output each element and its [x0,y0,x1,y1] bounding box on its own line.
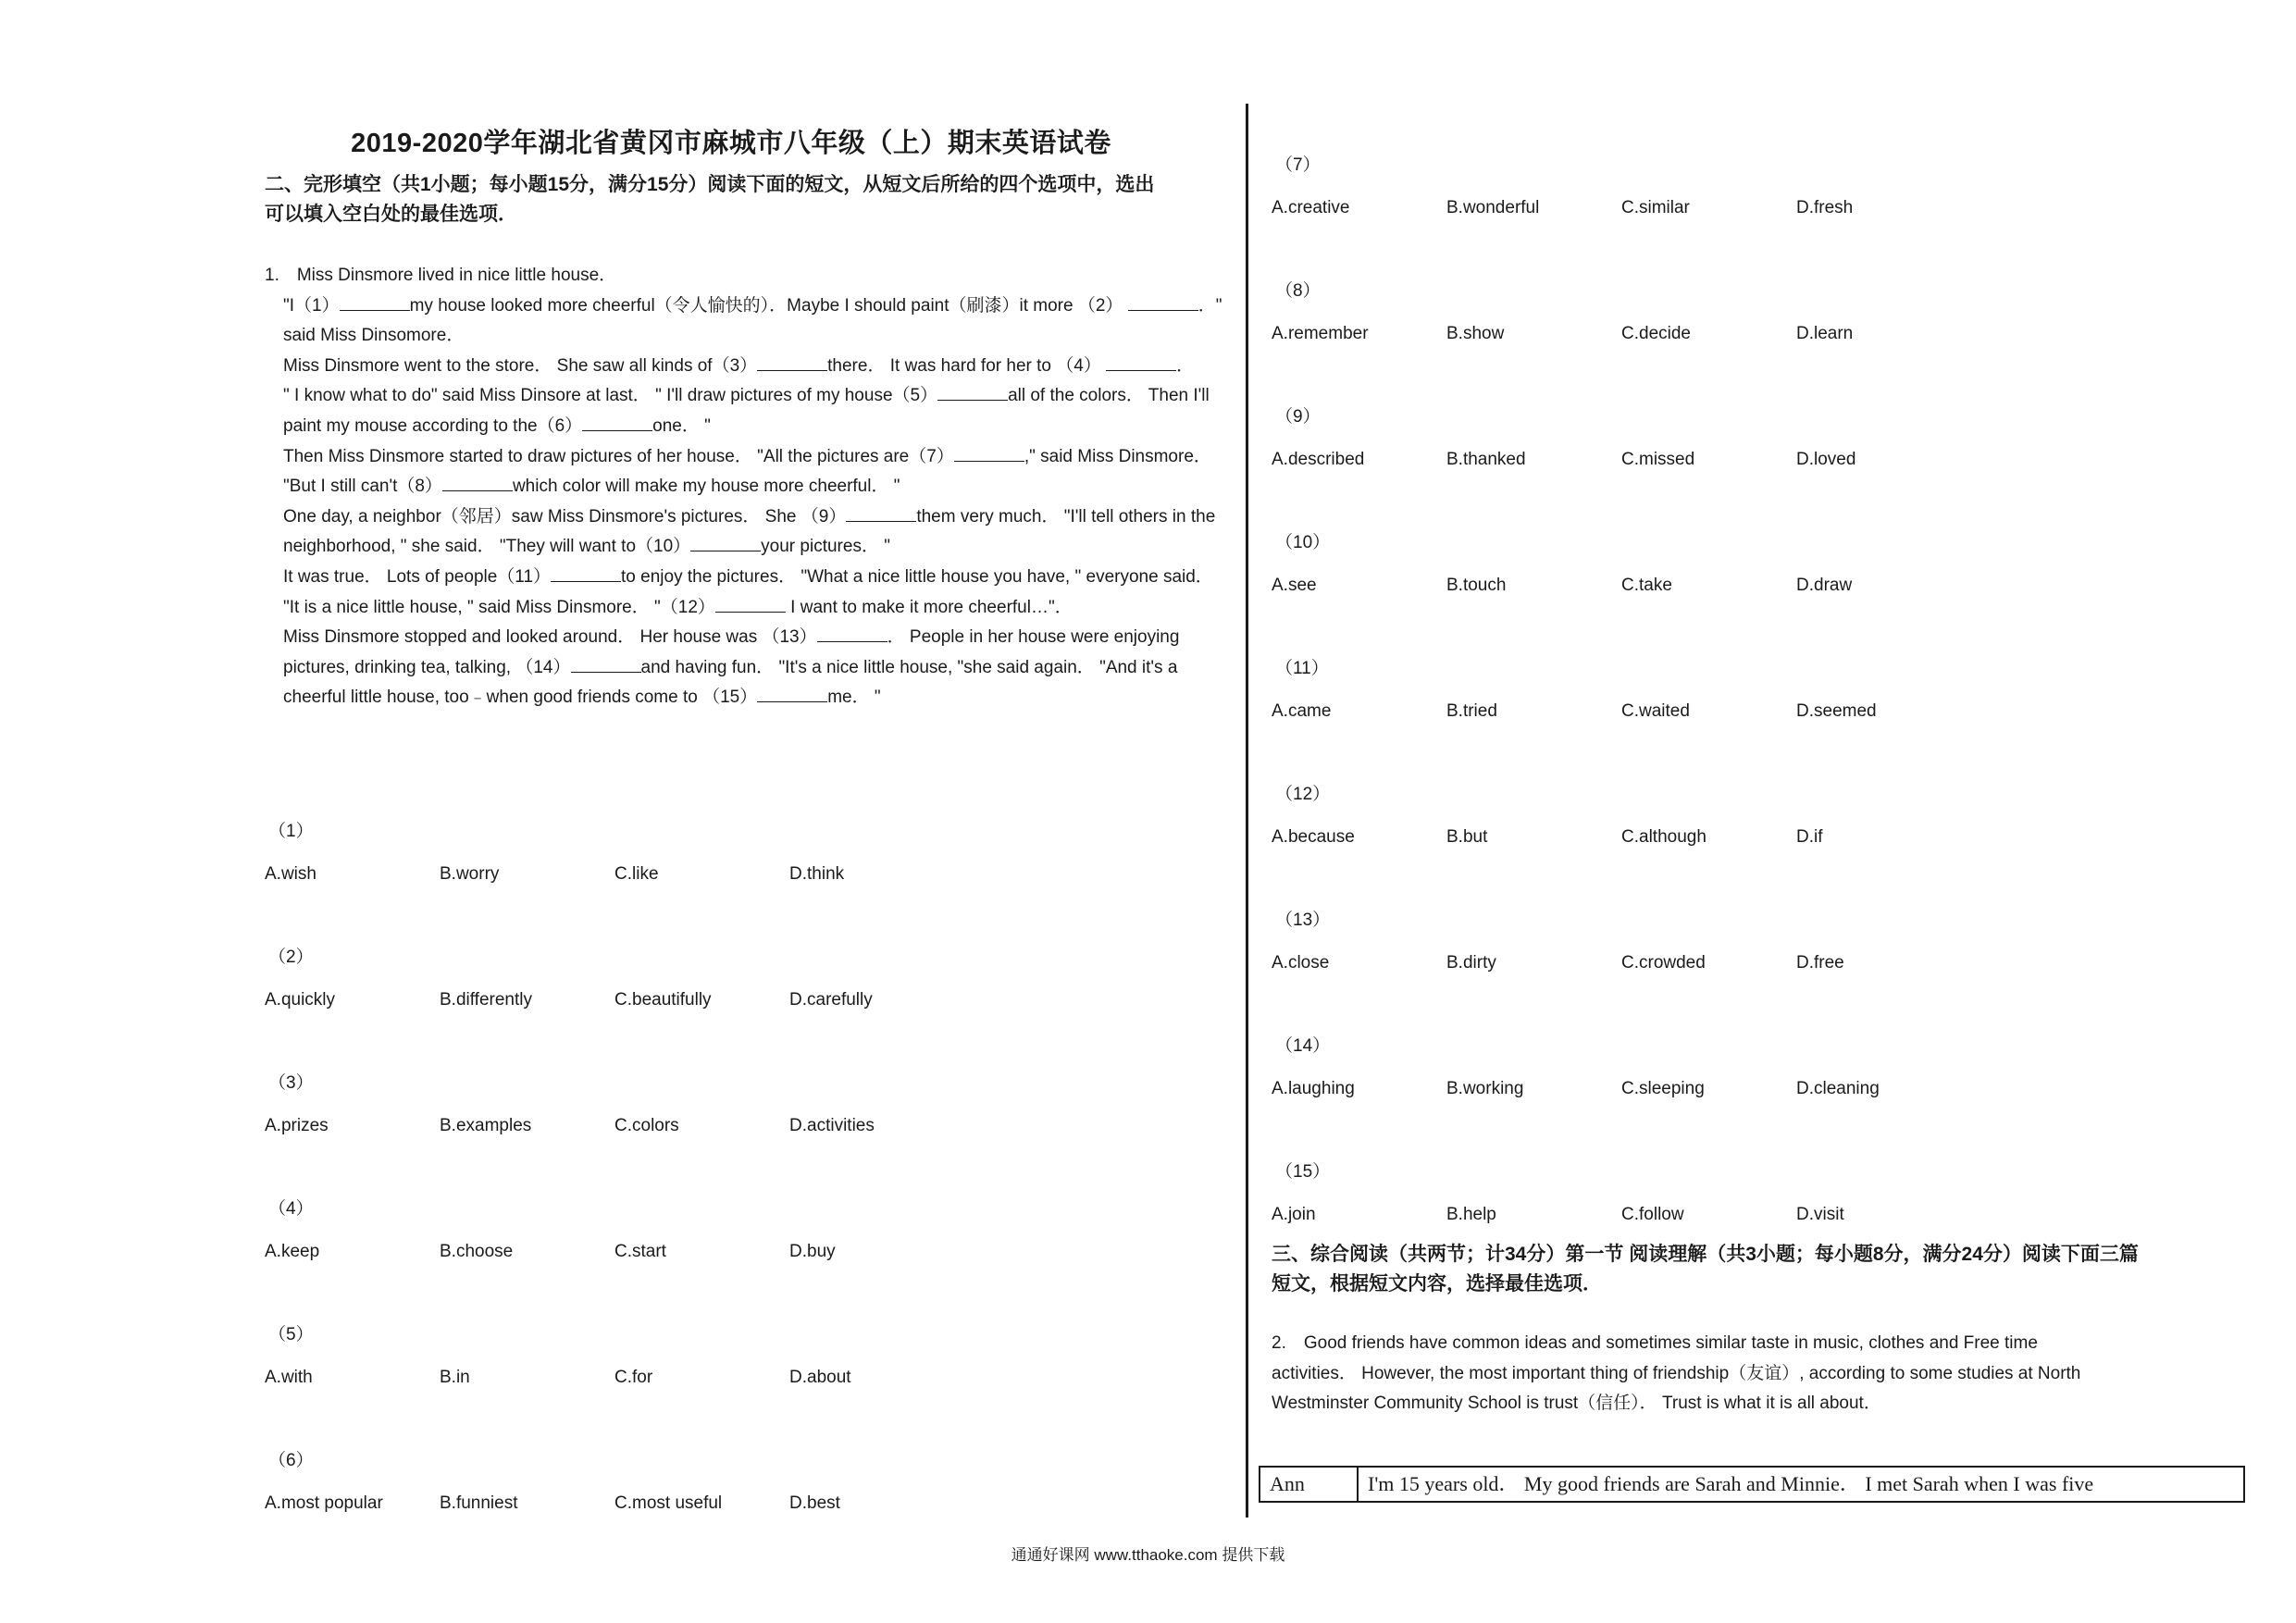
question-number: （8） [1275,281,1321,301]
option-c: C.missed [1621,450,1695,469]
question-2 [265,944,964,1014]
option-b: B.but [1446,827,1488,847]
option-a: A.join [1272,1205,1316,1224]
question-14 [1272,1033,1971,1103]
option-d: D.about [789,1368,851,1387]
option-row [1272,320,1971,348]
option-row [265,1112,964,1140]
option-d: D.if [1796,827,1823,847]
passage-line: activities． However, the most important thing of friendship（友谊）, according to some studies at North [1272,1363,2081,1383]
option-row [1272,446,1971,474]
option-b: B.working [1446,1079,1524,1098]
question-number: （11） [1275,659,1329,678]
option-d: D.activities [789,1116,875,1135]
blank-10 [690,534,761,551]
question-6 [265,1447,964,1518]
question-number: （10） [1275,533,1331,552]
option-a: A.close [1272,953,1330,973]
blank-11 [551,564,621,582]
question-number: （1） [268,822,314,841]
section-3-heading-line1: 三、综合阅读（共两节；计34分）第一节 阅读理解（共3小题；每小题8分，满分24分）阅读下面三篇 [1272,1244,2139,1265]
option-d: D.seemed [1796,701,1877,721]
option-a: A.see [1272,576,1317,595]
section-2-heading [265,170,1154,229]
option-d: D.free [1796,953,1844,973]
blank-5 [937,383,1008,401]
question-number: （3） [268,1073,314,1093]
option-row [1272,824,1971,851]
table-cell-name: Ann [1260,1468,1359,1501]
option-a: A.creative [1272,198,1350,217]
option-c: C.waited [1621,701,1690,721]
blank-6 [582,414,652,431]
option-d: D.cleaning [1796,1079,1880,1098]
option-d: D.buy [789,1242,836,1261]
question-4 [265,1196,964,1266]
question-number: （14） [1275,1036,1331,1056]
option-b: B.wonderful [1446,198,1540,217]
option-a: A.quickly [265,990,336,1010]
option-row [265,1364,964,1392]
option-a: A.remember [1272,324,1369,343]
option-b: B.touch [1446,576,1507,595]
option-c: C.similar [1621,198,1690,217]
question-number: （15） [1275,1162,1331,1182]
passage-paragraph: One day, a neighbor（邻居）saw Miss Dinsmore's pictures． She （9） them very much． "I'll tell others in the neighborhood, " she said． "They will want to（10） your pictures． " [265,502,1233,563]
option-b: B.differently [440,990,532,1010]
question-5 [265,1321,964,1392]
option-a: A.came [1272,701,1332,721]
question-3 [265,1070,964,1140]
option-b: B.show [1446,324,1505,343]
question-number: （9） [1275,407,1321,427]
question-12 [1272,781,1971,851]
option-row [265,986,964,1014]
blank-4 [1106,353,1176,371]
section-2-heading-line2: 可以填入空白处的最佳选项． [265,204,517,225]
column-divider [1246,104,1248,1518]
option-c: C.beautifully [614,990,712,1010]
option-d: D.loved [1796,450,1856,469]
option-a: A.because [1272,827,1355,847]
passage-paragraph: Miss Dinsmore stopped and looked around． Her house was （13） ． People in her house were enjoying pictures, drinking tea, talking, （14） and having fun． "It's a nice little house, "she said again． "And it's a cheerful little house, too﹣when good friends come to （15） me． " [265,623,1233,713]
option-row [1272,1201,1971,1229]
passage-line: Westminster Community School is trust（信任）． Trust is what it is all about． [1272,1394,1881,1414]
option-d: D.visit [1796,1205,1844,1224]
question-number: （5） [268,1325,314,1344]
option-c: C.for [614,1368,653,1387]
option-a: A.with [265,1368,313,1387]
blank-15 [757,685,827,702]
option-a: A.most popular [265,1493,383,1513]
question-number: （12） [1275,785,1331,804]
question-number: （6） [268,1451,314,1470]
passage-paragraph: " I know what to do" said Miss Dinsore at last． " I'll draw pictures of my house（5） all of the colors． Then I'll paint my mouse according to the（6） one． " [265,381,1233,441]
question-10 [1272,529,1971,600]
blank-14 [571,655,641,673]
question-number: （2） [268,948,314,967]
passage-paragraph: "It is a nice little house, " said Miss Dinsmore． "（12） I want to make it more cheerful…"． [265,593,1233,624]
option-b: B.funniest [440,1493,518,1513]
option-c: C.decide [1621,324,1691,343]
section-3-heading [1272,1240,2139,1299]
option-d: D.fresh [1796,198,1854,217]
option-c: C.start [614,1242,666,1261]
passage-paragraph: Miss Dinsmore went to the store． She saw all kinds of（3） there． It was hard for her to （4） ． [265,352,1233,382]
cloze-passage [265,261,1233,713]
blank-8 [442,474,513,491]
option-b: B.in [440,1368,470,1387]
option-a: A.described [1272,450,1365,469]
blank-9 [846,504,916,522]
option-a: A.laughing [1272,1079,1355,1098]
option-c: C.follow [1621,1205,1684,1224]
passage-line: 2. Good friends have common ideas and sometimes similar taste in music, clothes and Free time [1272,1333,2038,1353]
reading-passage [1272,1329,2253,1419]
question-number: （4） [268,1199,314,1219]
passage-paragraph: "I（1） my house looked more cheerful（令人愉快的）．Maybe I should paint（刷漆）it more （2） ．" said Miss Dinsomore． [265,291,1233,352]
option-b: B.tried [1446,701,1497,721]
passage-paragraph: Then Miss Dinsmore started to draw pictures of her house． "All the pictures are（7） ," said Miss Dinsmore． "But I still can't（8） which color will make my house more cheerful． " [265,442,1233,502]
option-b: B.choose [440,1242,514,1261]
blank-3 [757,353,827,371]
option-c: C.although [1621,827,1706,847]
question-11 [1272,655,1971,725]
page-title: 2019-2020学年湖北省黄冈市麻城市八年级（上）期末英语试卷 [351,129,1111,158]
question-7 [1272,152,1971,222]
option-b: B.dirty [1446,953,1496,973]
section-3-heading-line2: 短文，根据短文内容，选择最佳选项． [1272,1273,1602,1295]
passage-paragraph: It was true． Lots of people（11） to enjoy the pictures． "What a nice little house you have, " everyone said． [265,563,1233,593]
section-2-heading-line1: 二、完形填空（共1小题；每小题15分，满分15分）阅读下面的短文，从短文后所给的四个选项中，选出 [265,174,1155,195]
question-number: （13） [1275,911,1331,930]
option-d: D.draw [1796,576,1853,595]
question-1 [265,818,964,888]
option-c: C.crowded [1621,953,1706,973]
blank-1 [340,293,410,311]
option-c: C.take [1621,576,1672,595]
option-a: A.keep [265,1242,320,1261]
question-13 [1272,907,1971,977]
option-row [265,1238,964,1266]
option-d: D.best [789,1493,840,1513]
page-footer: 通通好课网 www.tthaoke.com 提供下载 [1011,1546,1285,1564]
option-c: C.most useful [614,1493,723,1513]
question-number: （7） [1275,155,1321,175]
option-d: D.think [789,864,845,884]
option-row [265,861,964,888]
option-row [1272,698,1971,725]
option-row [1272,1075,1971,1103]
question-15 [1272,1158,1971,1229]
blank-7 [954,444,1024,462]
question-8 [1272,278,1971,348]
option-b: B.worry [440,864,500,884]
option-b: B.help [1446,1205,1496,1224]
option-d: D.learn [1796,324,1854,343]
blank-12 [715,595,786,613]
option-row [1272,572,1971,600]
option-c: C.colors [614,1116,679,1135]
blank-13 [817,625,887,642]
option-a: A.wish [265,864,316,884]
passage-line: 1. Miss Dinsmore lived in nice little house． [265,266,617,285]
option-d: D.carefully [789,990,873,1010]
option-row [1272,949,1971,977]
option-c: C.sleeping [1621,1079,1705,1098]
blank-2 [1128,293,1198,311]
info-table-row [1259,1466,2245,1503]
option-a: A.prizes [265,1116,329,1135]
option-row [1272,194,1971,222]
option-row [265,1490,964,1518]
option-b: B.thanked [1446,450,1526,469]
question-9 [1272,403,1971,474]
option-c: C.like [614,864,659,884]
option-b: B.examples [440,1116,532,1135]
table-cell-text: I'm 15 years old． My good friends are Sarah and Minnie． I met Sarah when I was five [1368,1472,2094,1495]
